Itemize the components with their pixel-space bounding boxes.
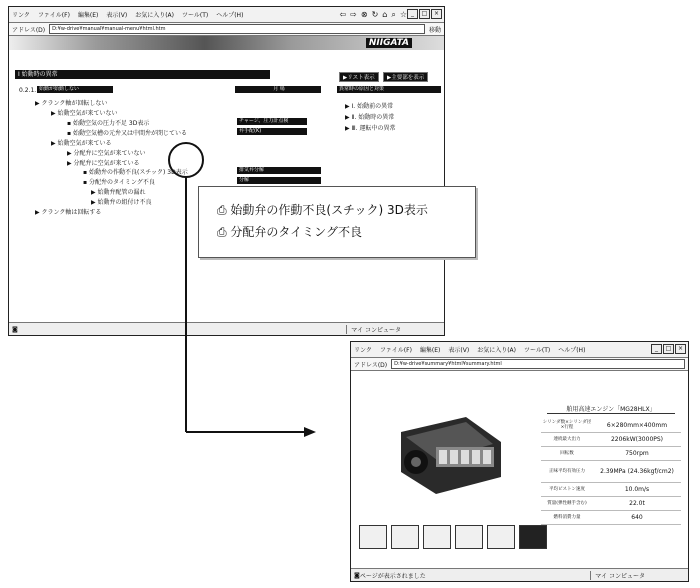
menu-bar	[351, 342, 688, 358]
back-icon[interactable]: ⇦	[339, 9, 347, 19]
close-icon[interactable]: ×	[675, 344, 686, 354]
refresh-icon[interactable]: ↻	[371, 9, 379, 19]
spec-row	[541, 446, 681, 461]
category-start-before[interactable]: ▶ Ⅰ. 始動前の異常	[345, 103, 394, 110]
spec-value: 2206kW(3000PS)	[610, 435, 664, 443]
menu-help[interactable]: ヘルプ(H)	[216, 12, 244, 19]
address-bar	[351, 358, 688, 371]
view-thumbnail[interactable]	[487, 525, 515, 549]
tree-item[interactable]: ▶ 分配弁に空気が来ていない	[67, 150, 146, 157]
3d-display-button[interactable]: ▶主要部を表示	[383, 72, 428, 82]
list-display-button[interactable]: ▶リスト表示	[339, 72, 379, 82]
tree-item[interactable]: ▶ 始動空気が来ている	[51, 140, 112, 147]
menu-edit[interactable]: 編集(E)	[419, 347, 441, 354]
spec-key: 質量(弾性継手含む)	[547, 500, 587, 506]
callout-line-2[interactable]: 分配弁のタイミング不良	[230, 225, 362, 239]
favorites-icon[interactable]: ☆	[399, 9, 407, 19]
abnormal-header: 異常時の原因と対策	[337, 86, 441, 93]
tree-item[interactable]: ▶ 始動弁の組付け不良	[91, 199, 152, 206]
tree-item[interactable]: ▪ 分配弁のタイミング不良	[83, 179, 155, 186]
status-zone: マイ コンピュータ	[590, 571, 645, 580]
spec-value: 22.0t	[629, 499, 645, 507]
category-running[interactable]: ▶ Ⅲ. 運転中の異常	[345, 125, 396, 132]
address-label: アドレス(D)	[354, 361, 388, 369]
action-label: 排気弁分解	[237, 167, 321, 174]
menu-favorites[interactable]: お気に入り(A)	[477, 347, 516, 354]
menu-links[interactable]: リンク	[354, 347, 372, 354]
action-label: 弁手配(K)	[237, 128, 307, 135]
spec-value: 2.39MPa (24.36kgf/cm2)	[600, 467, 674, 475]
page-icon: ◙	[354, 571, 360, 579]
spec-title: 舶用高速エンジン「MG28HLX」	[547, 404, 675, 414]
maximize-icon[interactable]: □	[419, 9, 430, 19]
spec-key: 燃料消費力量	[553, 514, 581, 520]
status-text: ページが表示されました	[359, 572, 426, 580]
go-button[interactable]: 移動	[428, 26, 441, 34]
item-title: 始動が始動しない	[37, 86, 113, 93]
minimize-icon[interactable]: _	[651, 344, 662, 354]
tree-item[interactable]: ▪ 始動弁の作動不良(スチック) 3D表示	[83, 169, 188, 176]
spec-row	[541, 418, 681, 433]
spec-key: 正味平均有効圧力	[549, 468, 585, 474]
spec-value: 640	[631, 513, 643, 521]
column-header: 月 場	[235, 86, 321, 93]
tree-item[interactable]: ▶ 始動空気が来ていない	[51, 110, 118, 117]
action-label: 分解	[237, 177, 321, 184]
spec-key: 回転数	[560, 450, 574, 456]
action-label: チャージ、圧力計点検	[237, 118, 307, 125]
brand-logo: NIIGATA	[366, 38, 412, 48]
menu-edit[interactable]: 編集(E)	[77, 12, 99, 19]
view-thumbnail[interactable]	[391, 525, 419, 549]
window-controls	[651, 344, 686, 354]
menu-help[interactable]: ヘルプ(H)	[558, 347, 586, 354]
browser-window-summary	[350, 341, 689, 582]
maximize-icon[interactable]: □	[663, 344, 674, 354]
spec-key: 平均ピストン速度	[549, 486, 585, 492]
zoom-callout	[198, 186, 476, 258]
home-icon[interactable]: ⌂	[382, 9, 388, 19]
tree-item[interactable]: ▶ クランク軸は回転する	[35, 209, 102, 216]
view-thumbnail[interactable]	[359, 525, 387, 549]
spec-row	[541, 496, 681, 511]
view-thumbnail[interactable]	[455, 525, 483, 549]
item-number: 0.2.1.	[19, 87, 37, 94]
spec-row	[541, 510, 681, 525]
printer-icon: ⎙	[217, 203, 231, 217]
spec-value: 750rpm	[625, 449, 649, 457]
tree-item[interactable]: ▪ 始動空気槽の元弁又は中間弁が閉じている	[67, 130, 187, 137]
spec-key: シリンダ数×シリンダ径×行程	[542, 420, 592, 430]
menu-links[interactable]: リンク	[12, 12, 30, 19]
status-zone: マイ コンピュータ	[346, 325, 401, 334]
spec-key: 連続最大出力	[553, 436, 581, 442]
menu-favorites[interactable]: お気に入り(A)	[135, 12, 174, 19]
tree-item[interactable]: ▶ クランク軸が回転しない	[35, 100, 108, 107]
spec-row	[541, 482, 681, 497]
spec-value: 6×280mm×400mm	[606, 421, 668, 429]
tree-item[interactable]: ▶ 分配弁に空気が来ている	[67, 160, 140, 167]
spec-value: 10.0m/s	[624, 485, 650, 493]
menu-view[interactable]: 表示(V)	[106, 12, 128, 19]
engine-3d-model[interactable]	[381, 402, 511, 502]
menu-file[interactable]: ファイル(F)	[379, 347, 412, 354]
close-icon[interactable]: ×	[431, 9, 442, 19]
address-input[interactable]: D:¥w-drive¥manual¥manual-menu¥html.htm	[49, 24, 425, 34]
printer-icon: ⎙	[217, 225, 231, 239]
menu-file[interactable]: ファイル(F)	[37, 12, 70, 19]
view-thumbnail[interactable]	[519, 525, 547, 549]
tree-item[interactable]: ▶ 始動弁配管の漏れ	[91, 189, 146, 196]
section-title: Ⅰ 始動時の異常	[15, 70, 270, 79]
address-label: アドレス(D)	[12, 26, 46, 34]
search-icon[interactable]: ⌕	[391, 9, 396, 19]
status-bar	[351, 568, 688, 581]
callout-line-1[interactable]: 始動弁の作動不良(スチック) 3D表示	[230, 203, 428, 217]
view-thumbnail[interactable]	[423, 525, 451, 549]
menu-tools[interactable]: ツール(T)	[181, 12, 209, 19]
menu-tools[interactable]: ツール(T)	[523, 347, 551, 354]
page-icon: ◙	[12, 325, 18, 333]
category-start-time[interactable]: ▶ Ⅱ. 始動時の異常	[345, 114, 395, 121]
spec-row	[541, 432, 681, 447]
address-input[interactable]: D:¥w-drive¥summary¥html¥summary.html	[391, 359, 685, 369]
menu-view[interactable]: 表示(V)	[448, 347, 470, 354]
spec-row	[541, 460, 681, 483]
forward-icon[interactable]: ⇨	[350, 9, 357, 19]
tree-item[interactable]: ▪ 始動空気の圧力不足 3D表示	[67, 120, 150, 127]
minimize-icon[interactable]: _	[407, 9, 418, 19]
stop-icon[interactable]: ⊗	[360, 9, 368, 19]
